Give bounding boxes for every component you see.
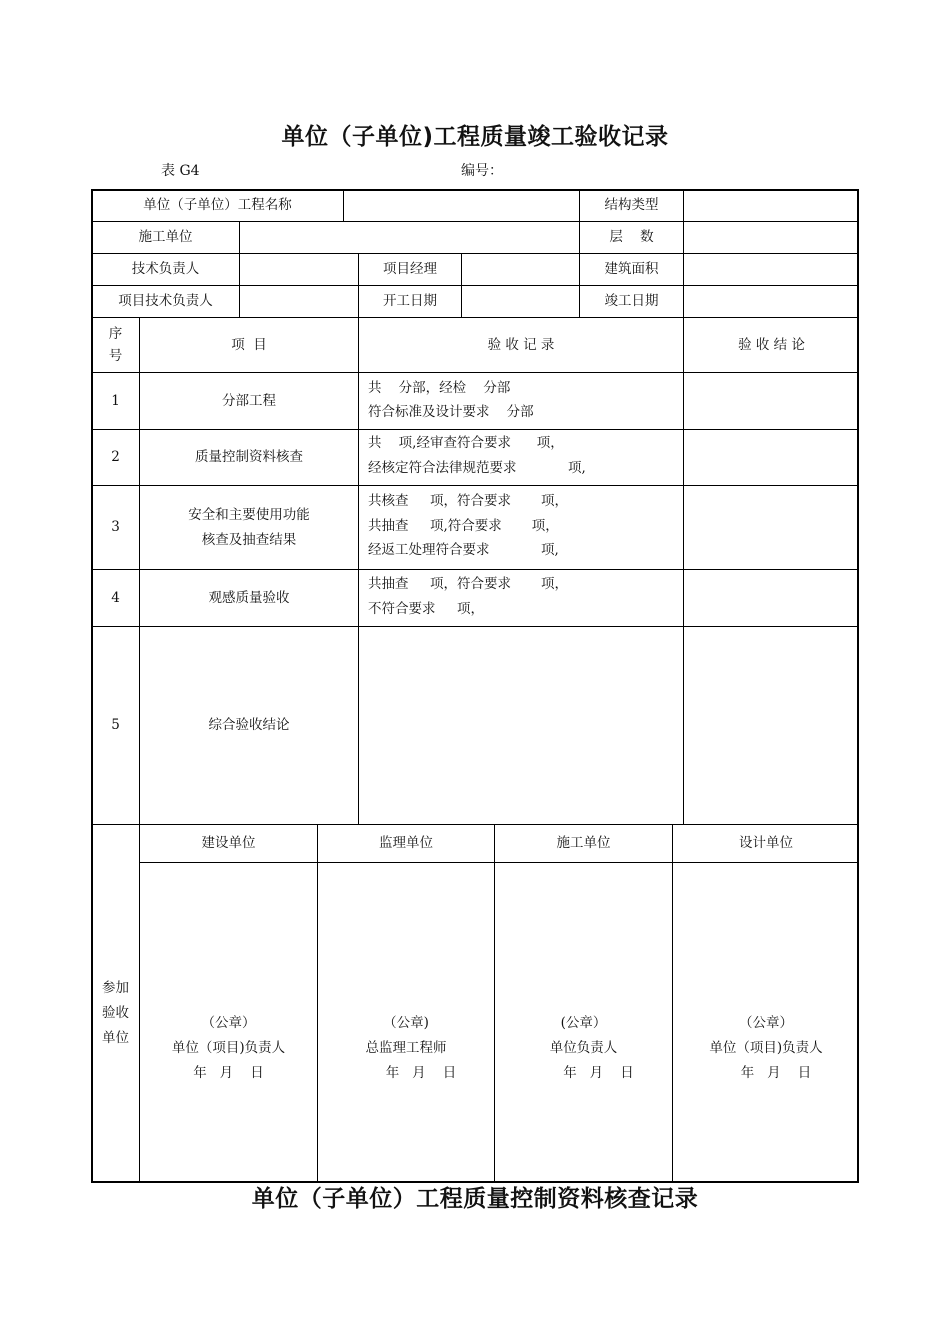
completion-date-value[interactable] bbox=[683, 285, 859, 317]
row-2-item: 质量控制资料核查 bbox=[139, 429, 358, 485]
tech-leader-label: 技术负责人 bbox=[91, 253, 239, 285]
date-label: 年 月 日 bbox=[193, 1065, 264, 1081]
row-1-conclusion[interactable] bbox=[683, 372, 859, 429]
page-title: 单位（子单位)工程质量竣工验收记录 bbox=[281, 124, 669, 150]
date-label: 年 月 日 bbox=[563, 1065, 634, 1081]
project-tech-leader-value[interactable] bbox=[239, 285, 358, 317]
seal-label: （公章) bbox=[383, 1015, 429, 1031]
person-label: 单位（项目)负责人 bbox=[709, 1040, 823, 1056]
row-5-conclusion[interactable] bbox=[683, 626, 859, 824]
signature-contractor[interactable] bbox=[494, 862, 672, 1182]
row-2-no: 2 bbox=[91, 429, 139, 485]
col-item-header: 项 目 bbox=[139, 317, 358, 372]
row-4-no: 4 bbox=[91, 569, 139, 626]
seal-label: （公章） bbox=[201, 1015, 256, 1031]
serial-number-label: 编号： bbox=[461, 163, 503, 179]
row-1-item: 分部工程 bbox=[139, 372, 358, 429]
signature-construction[interactable] bbox=[139, 862, 317, 1182]
acceptance-form-table bbox=[91, 189, 859, 1182]
row-5-record[interactable] bbox=[358, 626, 683, 824]
col-seq-header: 序 号 bbox=[91, 317, 139, 372]
row-3-conclusion[interactable] bbox=[683, 485, 859, 569]
person-label: 单位（项目)负责人 bbox=[171, 1040, 286, 1056]
project-tech-leader-label: 项目技术负责人 bbox=[91, 285, 239, 317]
building-area-label: 建筑面积 bbox=[579, 253, 683, 285]
contractor-value[interactable] bbox=[239, 221, 579, 253]
unit-name-design: 设计单位 bbox=[672, 824, 859, 862]
col-conclusion-header: 验 收 结 论 bbox=[683, 317, 859, 372]
building-area-value[interactable] bbox=[683, 253, 859, 285]
row-4-conclusion[interactable] bbox=[683, 569, 859, 626]
unit-name-construction: 建设单位 bbox=[139, 824, 317, 862]
next-section-title: 单位（子单位）工程质量控制资料核查记录 bbox=[251, 1186, 699, 1212]
project-manager-label: 项目经理 bbox=[358, 253, 461, 285]
floors-value[interactable] bbox=[683, 221, 859, 253]
tech-leader-value[interactable] bbox=[239, 253, 358, 285]
row-4-record[interactable]: 共抽查 项，符合要求 项， 不符合要求 项， bbox=[358, 569, 683, 626]
row-2-record[interactable]: 共 项,经审查符合要求 项， 经核定符合法律规范要求 项, bbox=[358, 429, 683, 485]
signature-supervision[interactable] bbox=[317, 862, 494, 1182]
row-2-conclusion[interactable] bbox=[683, 429, 859, 485]
seal-label: (公章） bbox=[560, 1015, 607, 1031]
row-4-item: 观感质量验收 bbox=[139, 569, 358, 626]
col-record-header: 验 收 记 录 bbox=[358, 317, 683, 372]
row-3-no: 3 bbox=[91, 485, 139, 569]
date-label: 年 月 日 bbox=[385, 1065, 457, 1081]
row-1-record[interactable]: 共 分部，经检 分部 符合标准及设计要求 分部 bbox=[358, 372, 683, 429]
structure-type-label: 结构类型 bbox=[579, 189, 683, 221]
start-date-value[interactable] bbox=[461, 285, 579, 317]
person-label: 总监理工程师 bbox=[365, 1040, 447, 1056]
row-3-item: 安全和主要使用功能 核查及抽查结果 bbox=[139, 485, 358, 569]
row-5-item: 综合验收结论 bbox=[139, 626, 358, 824]
signature-design[interactable] bbox=[672, 862, 859, 1182]
participants-label: 参加 验收 单位 bbox=[91, 824, 139, 1182]
row-3-record[interactable]: 共核查 项，符合要求 项， 共抽查 项,符合要求 项， 经返工处理符合要求 项, bbox=[358, 485, 683, 569]
date-label: 年 月 日 bbox=[740, 1065, 812, 1081]
project-manager-value[interactable] bbox=[461, 253, 579, 285]
seal-label: （公章） bbox=[739, 1015, 793, 1031]
start-date-label: 开工日期 bbox=[358, 285, 461, 317]
unit-name-supervision: 监理单位 bbox=[317, 824, 494, 862]
structure-type-value[interactable] bbox=[683, 189, 859, 221]
form-number: 表 G4 bbox=[161, 163, 200, 179]
floors-label: 层 数 bbox=[579, 221, 683, 253]
contractor-label: 施工单位 bbox=[91, 221, 239, 253]
completion-date-label: 竣工日期 bbox=[579, 285, 683, 317]
unit-name-contractor: 施工单位 bbox=[494, 824, 672, 862]
row-5-no: 5 bbox=[91, 626, 139, 824]
project-name-label: 单位（子单位）工程名称 bbox=[91, 189, 343, 221]
project-name-value[interactable] bbox=[343, 189, 579, 221]
row-1-no: 1 bbox=[91, 372, 139, 429]
person-label: 单位负责人 bbox=[549, 1040, 618, 1056]
